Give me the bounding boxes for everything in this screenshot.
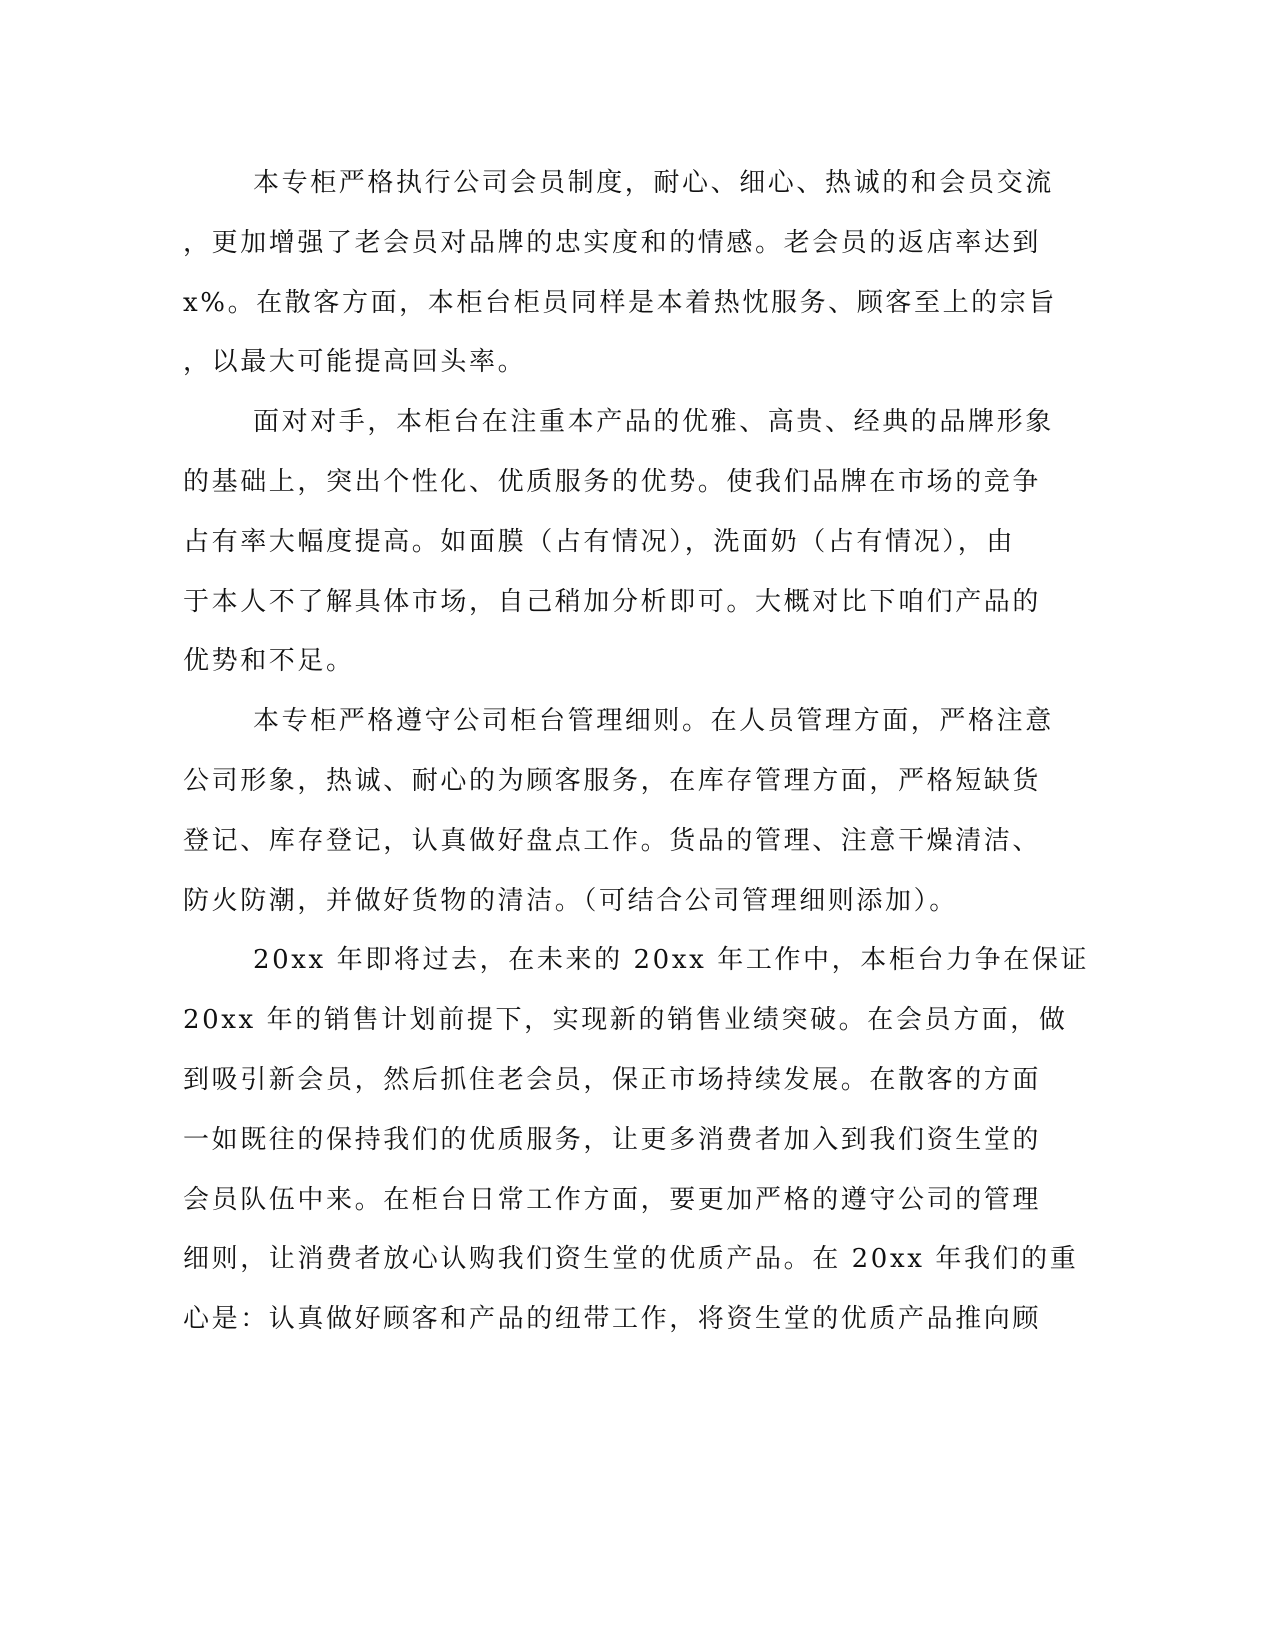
paragraph-management bbox=[183, 699, 1083, 938]
text-line: 登记、库存登记，认真做好盘点工作。货品的管理、注意干燥清洁、 bbox=[183, 825, 1042, 856]
text-line: 心是：认真做好顾客和产品的纽带工作，将资生堂的优质产品推向顾 bbox=[183, 1304, 1042, 1335]
text-line: 本专柜严格遵守公司柜台管理细则。在人员管理方面，严格注意 bbox=[253, 706, 1054, 737]
text-line: 20xx 年的销售计划前提下，实现新的销售业绩突破。在会员方面，做 bbox=[183, 1005, 1068, 1036]
text-line: 一如既往的保持我们的优质服务，让更多消费者加入到我们资生堂的 bbox=[183, 1124, 1042, 1155]
text-line: 占有率大幅度提高。如面膜（占有情况），洗面奶（占有情况），由 bbox=[183, 526, 1016, 557]
text-line: 面对对手，本柜台在注重本产品的优雅、高贵、经典的品牌形象 bbox=[253, 407, 1054, 438]
text-line: 20xx 年即将过去，在未来的 20xx 年工作中，本柜台力争在保证 bbox=[253, 945, 1090, 976]
text-line: 会员队伍中来。在柜台日常工作方面，要更加严格的遵守公司的管理 bbox=[183, 1184, 1042, 1215]
document-body bbox=[183, 161, 1090, 1357]
paragraph-plan bbox=[183, 938, 1090, 1357]
text-line: 优势和不足。 bbox=[183, 646, 355, 677]
text-line: x%。在散客方面，本柜台柜员同样是本着热忱服务、顾客至上的宗旨 bbox=[183, 287, 1057, 318]
text-line: ，以最大可能提高回头率。 bbox=[183, 347, 527, 378]
text-line: 防火防潮，并做好货物的清洁。（可结合公司管理细则添加）。 bbox=[183, 885, 958, 916]
text-line: 到吸引新会员，然后抓住老会员，保正市场持续发展。在散客的方面 bbox=[183, 1064, 1042, 1095]
text-line: 细则，让消费者放心认购我们资生堂的优质产品。在 20xx 年我们的重 bbox=[183, 1244, 1079, 1275]
text-line: ，更加增强了老会员对品牌的忠实度和的情感。老会员的返店率达到 bbox=[183, 227, 1042, 258]
paragraph-competition bbox=[183, 400, 1083, 699]
text-line: 公司形象，热诚、耐心的为顾客服务，在库存管理方面，严格短缺货 bbox=[183, 765, 1042, 796]
text-line: 的基础上，突出个性化、优质服务的优势。使我们品牌在市场的竞争 bbox=[183, 466, 1042, 497]
text-line: 本专柜严格执行公司会员制度，耐心、细心、热诚的和会员交流 bbox=[253, 168, 1054, 198]
text-line: 于本人不了解具体市场，自己稍加分析即可。大概对比下咱们产品的 bbox=[183, 586, 1042, 617]
paragraph-membership bbox=[183, 161, 1083, 400]
